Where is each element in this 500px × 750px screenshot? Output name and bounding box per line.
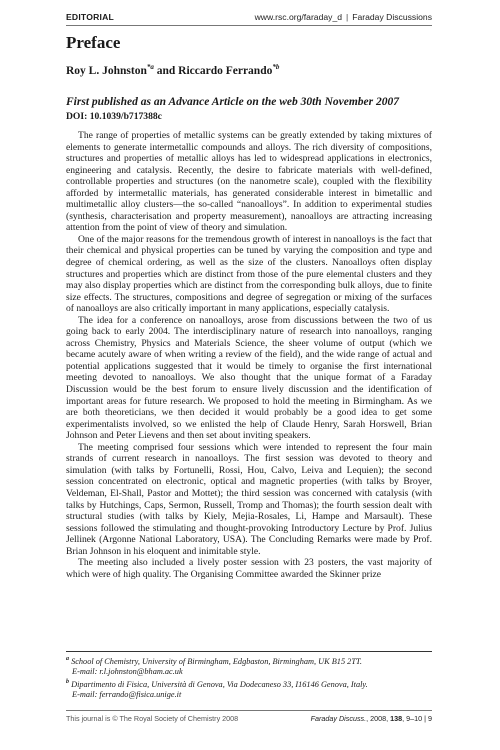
article-body xyxy=(66,130,432,580)
citation-pages: , 9–10 xyxy=(402,713,423,723)
section-label: EDITORIAL xyxy=(66,12,114,22)
footer-separator: | xyxy=(422,713,428,723)
copyright-notice: This journal is © The Royal Society of Chemistry 2008 xyxy=(66,713,239,723)
body-paragraph: The idea for a conference on nanoalloys, arose from discussions between the two of us going back to early 2004. The interdisciplinary nature of research into nanoalloys, ranging across Chemistry, Physics and Materials Science, the sheer volume of output (which we became acutely aware of when writing a review of the field), and the wide range of actual and potential applications suggested that it would be timely to organise the first international meeting devoted to nanoalloys. We also thought that the unique format of a Faraday Discussion would be the best forum to ensure lively discussion and the identification of important areas for future research. We proposed to hold the meeting in Birmingham. As we are both theoreticians, we then decided it would probably be a good idea to get some experimentalists involved, so we enlisted the help of Claude Henry, Sarah Horswell, Brian Johnson and Peter Lievens and then set about inviting speakers. xyxy=(66,314,432,442)
footnote-divider xyxy=(66,651,432,652)
footnote-affiliation-b xyxy=(66,677,436,690)
author-list xyxy=(66,63,279,77)
footnote-email-b[interactable]: E-mail: ferrando@fisica.unige.it xyxy=(72,689,182,699)
footnote-text: Dipartimento di Fisica, Università di Genova, Via Dodecaneso 33, I16146 Genova, Italy. xyxy=(69,679,368,689)
author-conjunction: and xyxy=(153,64,179,77)
citation-year: , 2008, xyxy=(366,713,391,723)
footnote-email-a[interactable]: E-mail: r.l.johnston@bham.ac.uk xyxy=(72,666,183,676)
footnote-affiliation-a xyxy=(66,654,436,667)
article-title: Preface xyxy=(66,33,121,52)
citation-journal: Faraday Discuss. xyxy=(310,713,367,723)
author-name: Riccardo Ferrando xyxy=(178,64,273,77)
footnotes xyxy=(66,654,436,700)
header-right xyxy=(255,12,432,22)
author-affiliation-mark: *a xyxy=(146,63,154,71)
doi-link[interactable]: DOI: 10.1039/b717388c xyxy=(66,111,162,122)
journal-name: Faraday Discussions xyxy=(352,12,432,22)
page-number: 9 xyxy=(428,713,432,723)
footnote-mark: a xyxy=(66,656,69,662)
footnote-text: School of Chemistry, University of Birmingham, Edgbaston, Birmingham, UK B15 2TT. xyxy=(69,656,362,666)
publication-line: First published as an Advance Article on the web 30th November 2007 xyxy=(66,96,399,108)
running-header xyxy=(66,9,432,26)
body-paragraph: One of the major reasons for the tremendous growth of interest in nanoalloys is the fact that their chemical and physical properties can be tuned by varying the composition and type and degree of chemical ordering, as well as the size of the clusters. Nanoalloys often display structures and properties which are distinct from those of the pure elemental clusters and they may also display properties which are distinct from the corresponding bulk alloys, due to finite size effects. The structures, compositions and degree of segregation or mixing of the surfaces of nanoalloys are also critically important in many applications, especially catalysis. xyxy=(66,233,432,315)
header-separator: | xyxy=(346,12,349,22)
citation xyxy=(311,714,432,723)
journal-url-link[interactable]: www.rsc.org/faraday_d xyxy=(254,12,342,22)
author-affiliation-mark: *b xyxy=(272,63,280,71)
citation-volume: 138 xyxy=(390,713,403,723)
body-paragraph: The meeting comprised four sessions which were intended to represent the four main strands of current research in nanoalloys. The first session was devoted to theory and simulation (with talks by Fortunelli, Rossi, Hou, Calvo, Leiva and Lequien); the second session concentrated on electronic, optical and magnetic properties (with talks by Broyer, Veldeman, El-Shall, Pastor and Mottet); the third session was concerned with catalysis (with talks by Hutchings, Caps, Sermon, Russell, Tromp and Thomas); the fourth session dealt with structural studies (with talks by Kiely, Mejia-Rosales, Li, Hampe and Marsault). These sessions followed the stimulating and thought-provoking Introductory Lecture by Prof. Julius Jellinek (Argonne National Laboratory, USA). The Concluding Remarks were made by Prof. Brian Johnson in his eloquent and inimitable style. xyxy=(66,441,432,557)
footnote-mark: b xyxy=(66,678,69,685)
running-footer xyxy=(66,710,432,725)
author-name: Roy L. Johnston xyxy=(66,64,147,77)
body-paragraph: The range of properties of metallic systems can be greatly extended by taking mixtures of elements to generate intermetallic compounds and alloys. The rich diversity of compositions, structures and properties of metallic alloys has led to widespread applications in electronics, engineering and catalysis. Recently, the desire to fabricate materials with well-defined, controllable properties and structures (on the nanometre scale), coupled with the flexibility afforded by intermetallic materials, has generated considerable interest in bimetallic and multimetallic alloy clusters—the so-called “nanoalloys”. In addition to experimental studies (synthesis, characterisation and property measurement), nanoalloys are attracting increasing attention from the point of view of theory and simulation. xyxy=(66,130,432,234)
body-paragraph: The meeting also included a lively poster session with 23 posters, the vast majority of which were of high quality. The Organising Committee awarded the Skinner prize xyxy=(66,557,432,580)
